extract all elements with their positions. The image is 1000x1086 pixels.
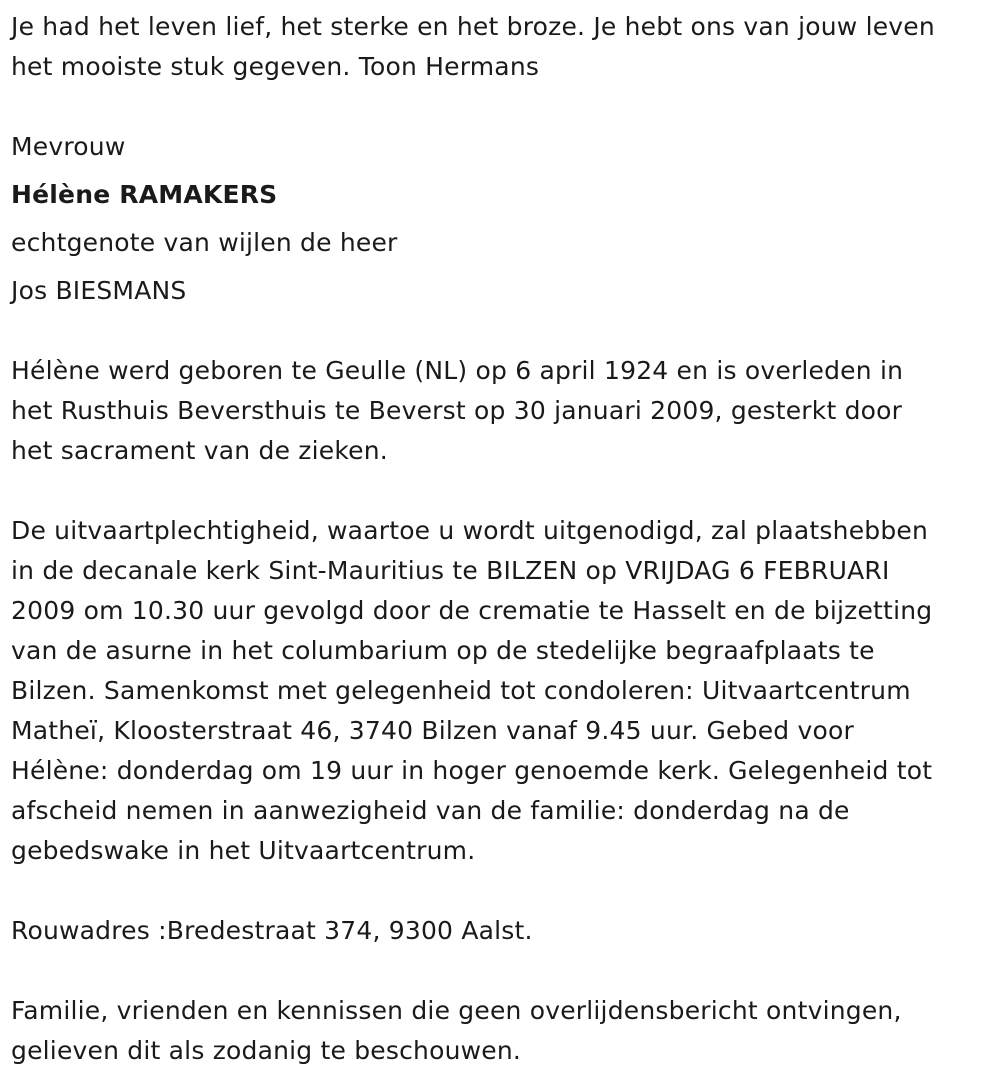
paragraph-line: van de asurne in het columbarium op de stedelijke begraafplaats te	[11, 636, 875, 665]
paragraph-line: gebedswake in het Uitvaartcentrum.	[11, 836, 476, 865]
paragraph-line: het sacrament van de zieken.	[11, 436, 388, 465]
spacer	[11, 87, 991, 127]
ceremony-paragraph	[11, 511, 991, 871]
spacer	[11, 871, 991, 911]
spacer	[11, 311, 991, 351]
mourning-address: Rouwadres :Bredestraat 374, 9300 Aalst.	[11, 916, 533, 945]
relation-text: echtgenote van wijlen de heer	[11, 228, 398, 257]
paragraph-line: Familie, vrienden en kennissen die geen overlijdensbericht ontvingen,	[11, 996, 902, 1025]
spouse-name: Jos BIESMANS	[11, 276, 187, 305]
paragraph-line: afscheid nemen in aanwezigheid van de familie: donderdag na de	[11, 796, 850, 825]
birth-death-paragraph	[11, 351, 991, 471]
paragraph-line: Hélène werd geboren te Geulle (NL) op 6 april 1924 en is overleden in	[11, 356, 904, 385]
paragraph-line: Hélène: donderdag om 19 uur in hoger genoemde kerk. Gelegenheid tot	[11, 756, 933, 785]
salutation: Mevrouw	[11, 132, 126, 161]
quote-line: het mooiste stuk gegeven. Toon Hermans	[11, 52, 540, 81]
paragraph-line: het Rusthuis Beversthuis te Beverst op 30 januari 2009, gesterkt door	[11, 396, 903, 425]
paragraph-line: 2009 om 10.30 uur gevolgd door de crematie te Hasselt en de bijzetting	[11, 596, 933, 625]
opening-quote	[11, 7, 991, 87]
paragraph-line: Matheï, Kloosterstraat 46, 3740 Bilzen vanaf 9.45 uur. Gebed voor	[11, 716, 854, 745]
spacer	[11, 951, 991, 991]
paragraph-line: De uitvaartplechtigheid, waartoe u wordt uitgenodigd, zal plaatshebben	[11, 516, 929, 545]
obituary-document	[11, 7, 991, 1071]
closing-paragraph	[11, 991, 991, 1071]
quote-line: Je had het leven lief, het sterke en het broze. Je hebt ons van jouw leven	[11, 12, 935, 41]
paragraph-line: Bilzen. Samenkomst met gelegenheid tot condoleren: Uitvaartcentrum	[11, 676, 911, 705]
spacer	[11, 471, 991, 511]
deceased-name: Hélène RAMAKERS	[11, 180, 278, 209]
paragraph-line: gelieven dit als zodanig te beschouwen.	[11, 1036, 522, 1065]
paragraph-line: in de decanale kerk Sint-Mauritius te BILZEN op VRIJDAG 6 FEBRUARI	[11, 556, 890, 585]
